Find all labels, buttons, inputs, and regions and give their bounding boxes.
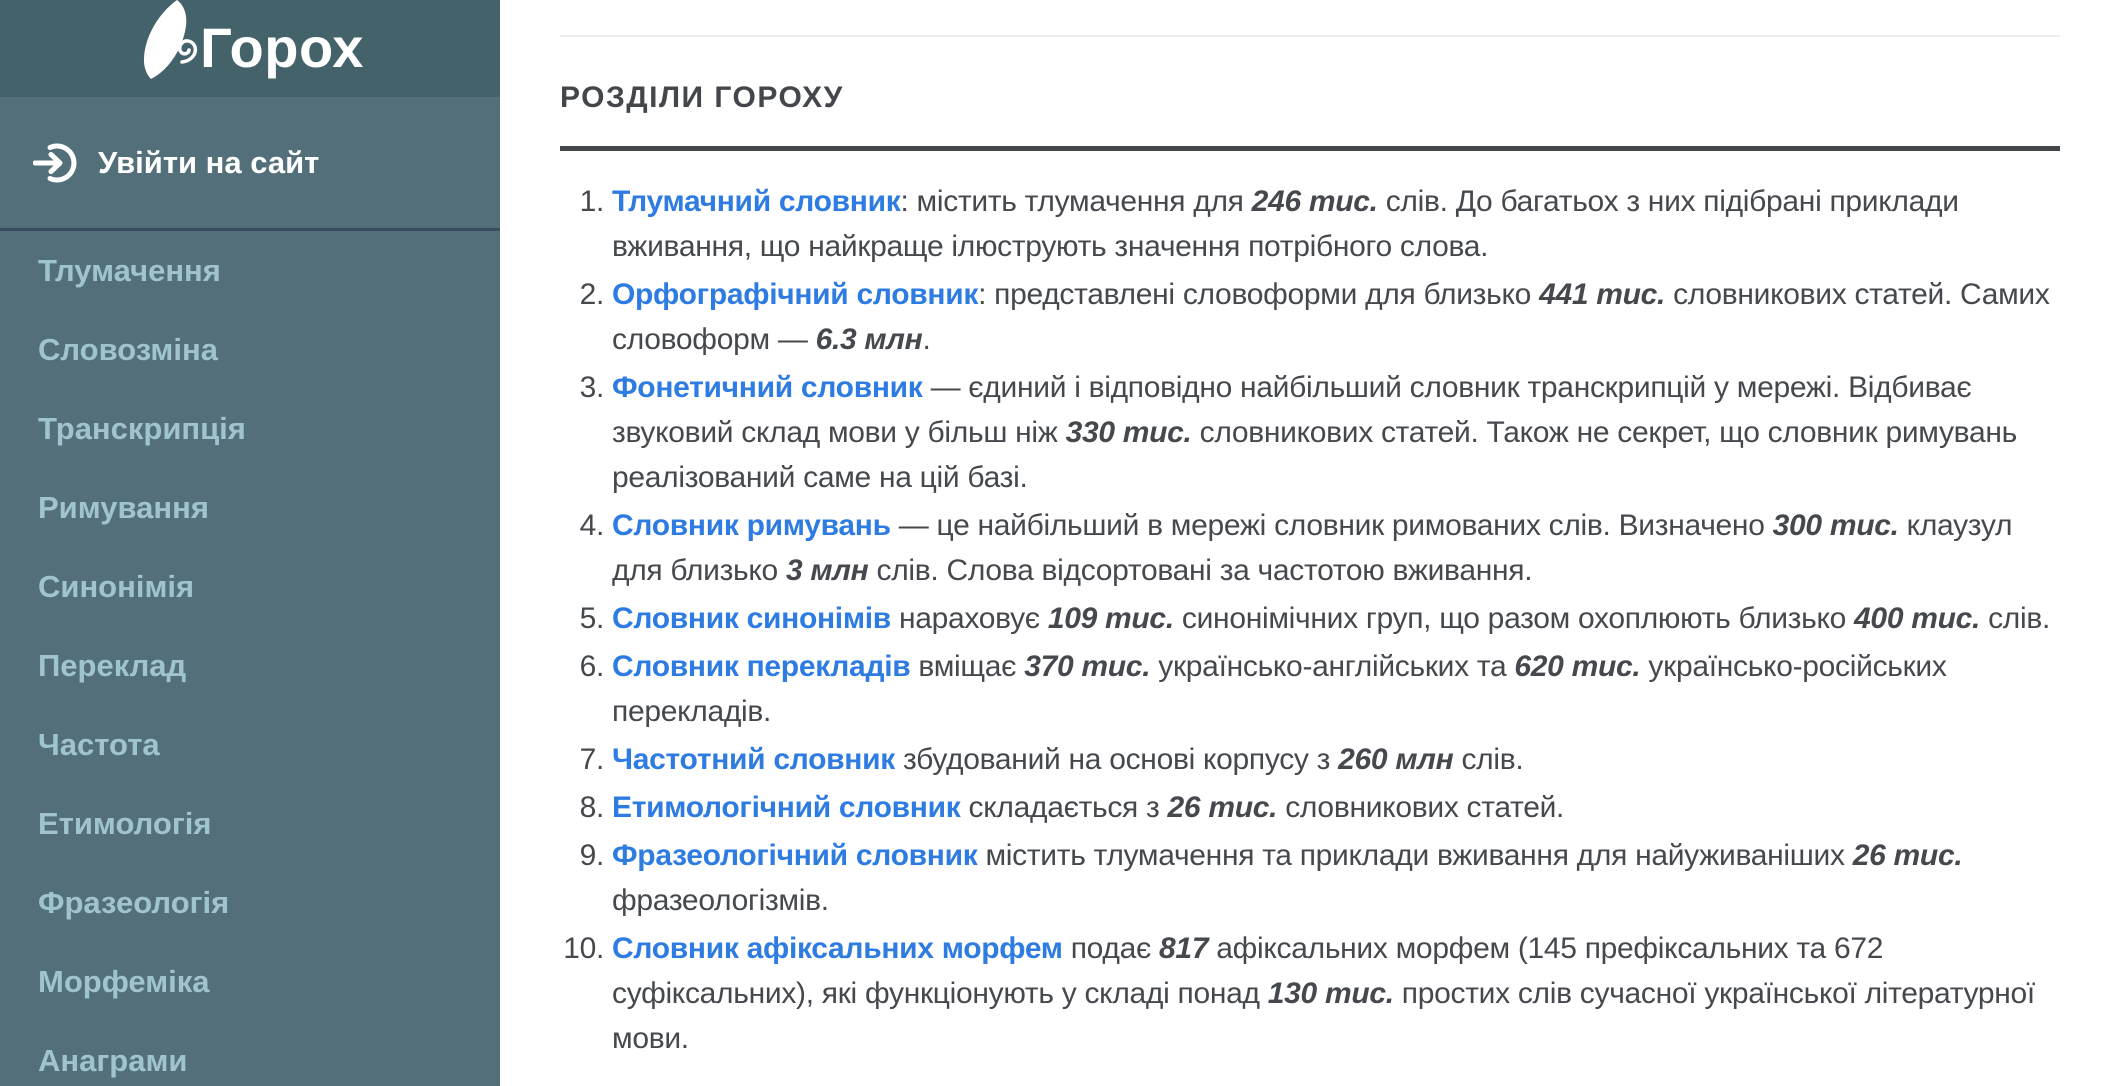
sidebar-nav — [0, 231, 500, 1086]
list-item: 9. Фразеологічний словник містить тлумачення та приклади вживання для найуживаніших 26 тис. фразеологізмів. — [560, 833, 2060, 923]
login-label: Увійти на сайт — [98, 144, 320, 180]
login-arrow-icon — [33, 139, 81, 187]
stat-value: 370 тис. — [1024, 650, 1151, 683]
dictionary-link[interactable]: Словник синонімів — [612, 602, 891, 635]
sidebar-header — [0, 0, 500, 97]
page-title: РОЗДІЛИ ГОРОХУ — [560, 81, 844, 114]
login-button[interactable] — [0, 97, 500, 228]
stat-value: 620 тис. — [1514, 650, 1641, 683]
list-item: 3. Фонетичний словник — єдиний і відповідно найбільший словник транскрипцій у мережі. Відбиває звуковий склад мови у більш ніж 330 тис. словникових статей. Також не секрет, що словник римувань реалізований саме на цій базі. — [560, 365, 2060, 500]
list-item: 5. Словник синонімів нараховує 109 тис. синонімічних груп, що разом охоплюють близько 400 тис. слів. — [560, 596, 2060, 641]
stat-value: 400 тис. — [1854, 602, 1981, 635]
dictionary-link[interactable]: Словник афіксальних морфем — [612, 932, 1063, 965]
sidebar-item-11[interactable]: Анаграми — [38, 1042, 188, 1078]
item-number: 10. — [563, 932, 604, 965]
stat-value: 26 тис. — [1852, 839, 1963, 872]
stat-value: 330 тис. — [1065, 416, 1192, 449]
item-number: 6. — [579, 650, 604, 683]
stat-value: 26 тис. — [1167, 791, 1278, 824]
dictionary-link[interactable]: Фразеологічний словник — [612, 839, 978, 872]
list-item: 7. Частотний словник збудований на основі корпусу з 260 млн слів. — [560, 737, 2060, 782]
sidebar-item-10[interactable]: Морфеміка — [38, 963, 210, 999]
dictionary-link[interactable]: Фонетичний словник — [612, 371, 923, 404]
logo-text: Горох — [200, 16, 364, 79]
dictionary-link[interactable]: Орфографічний словник — [612, 278, 979, 311]
item-number: 7. — [579, 743, 604, 776]
list-item: 1. Тлумачний словник: містить тлумачення для 246 тис. слів. До багатьох з них підібрані приклади вживання, що найкраще ілюструють значення потрібного слова. — [560, 179, 2060, 269]
item-number: 4. — [579, 509, 604, 542]
dictionary-link[interactable]: Словник перекладів — [612, 650, 911, 683]
sidebar-item-4[interactable]: Римування — [38, 489, 209, 525]
stat-value: 817 — [1159, 932, 1209, 965]
list-item: 10. Словник афіксальних морфем подає 817 афіксальних морфем (145 префіксальних та 672 суфіксальних), які функціонують у складі понад 130 тис. простих слів сучасної української літературної мови. — [560, 926, 2060, 1061]
sidebar-item-6[interactable]: Переклад — [38, 647, 187, 683]
dictionary-link[interactable]: Тлумачний словник — [612, 185, 901, 218]
sidebar-item-2[interactable]: Словозміна — [38, 331, 218, 367]
stat-value: 130 тис. — [1267, 977, 1394, 1010]
dictionary-link[interactable]: Частотний словник — [612, 743, 895, 776]
logo-link[interactable] — [136, 10, 364, 86]
sidebar-item-5[interactable]: Синонімія — [38, 568, 195, 604]
sidebar-item-9[interactable]: Фразеологія — [38, 884, 230, 920]
list-item: 4. Словник римувань — це найбільший в мережі словник римованих слів. Визначено 300 тис. клаузул для близько 3 млн слів. Слова відсортовані за частотою вживання. — [560, 503, 2060, 593]
list-item: 6. Словник перекладів вміщає 370 тис. українсько-англійських та 620 тис. українсько-російських перекладів. — [560, 644, 2060, 734]
stat-value: 3 млн — [785, 554, 869, 587]
content-top-border — [560, 35, 2060, 37]
stat-value: 300 тис. — [1772, 509, 1899, 542]
item-number: 8. — [579, 791, 604, 824]
sidebar-item-7[interactable]: Частота — [38, 726, 160, 762]
sidebar-item-8[interactable]: Етимологія — [38, 805, 212, 841]
stat-value: 246 тис. — [1251, 185, 1378, 218]
sections-list — [560, 179, 2060, 1061]
pea-pod-icon — [136, 0, 200, 86]
item-number: 5. — [579, 602, 604, 635]
stat-value: 260 млн — [1338, 743, 1454, 776]
sidebar-item-3[interactable]: Транскрипція — [38, 410, 246, 446]
stat-value: 441 тис. — [1539, 278, 1666, 311]
dictionary-link[interactable]: Етимологічний словник — [612, 791, 961, 824]
dictionary-link[interactable]: Словник римувань — [612, 509, 891, 542]
item-number: 2. — [579, 278, 604, 311]
main-content — [500, 0, 2102, 1086]
item-number: 1. — [579, 185, 604, 218]
sidebar-item-1[interactable]: Тлумачення — [38, 252, 221, 288]
list-item: 2. Орфографічний словник: представлені словоформи для близько 441 тис. словникових статей. Самих словоформ — 6.3 млн. — [560, 272, 2060, 362]
stat-value: 109 тис. — [1047, 602, 1174, 635]
list-item: 8. Етимологічний словник складається з 26 тис. словникових статей. — [560, 785, 2060, 830]
heading-rule — [560, 146, 2060, 151]
sidebar — [0, 0, 500, 1086]
stat-value: 6.3 млн — [815, 323, 923, 356]
item-number: 9. — [579, 839, 604, 872]
item-number: 3. — [579, 371, 604, 404]
